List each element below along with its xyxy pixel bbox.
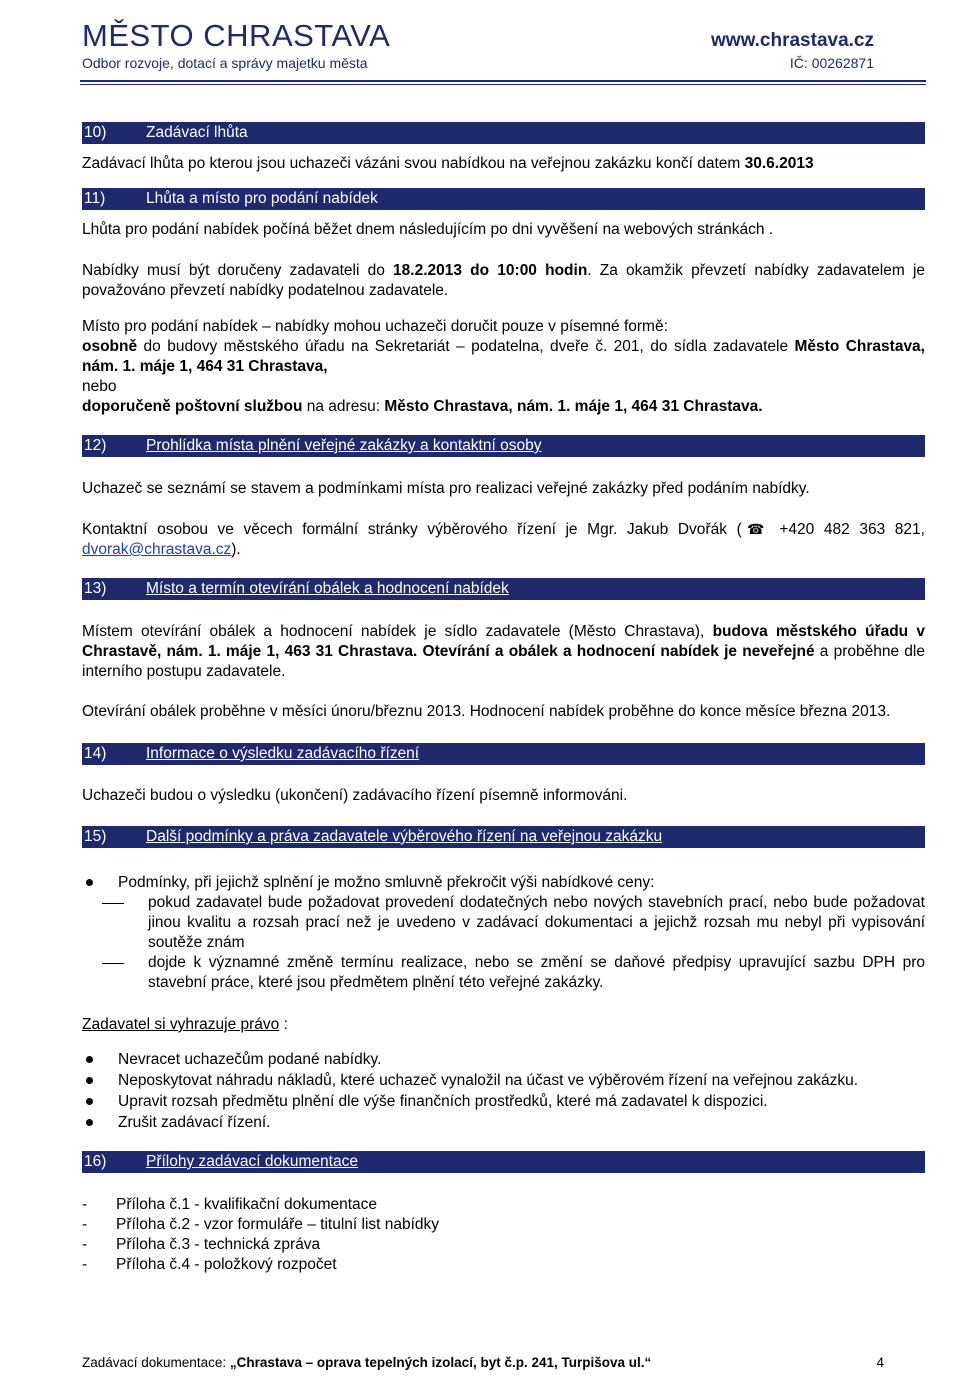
document-body xyxy=(82,122,925,1275)
section-11-deadline-text: Lhůta pro podání nabídek počíná běžet dnem následujícím po dni vyvěšení na webových stránkách . xyxy=(82,221,774,238)
section-10-heading: 10) Zadávací lhůta xyxy=(82,122,925,144)
attachments-list xyxy=(82,1195,925,1275)
department-subtitle: Odbor rozvoje, dotací a správy majetku města xyxy=(82,55,368,71)
section-15-rights xyxy=(82,1049,925,1133)
section-11-place: Místo pro podání nabídek – nabídky mohou uchazeči doručit pouze v písemné formě: osobně do budovy městského úřadu na Sekretariát – podatelna, dveře č. 201, do sídla zadavatele Město Chrastava, nám. 1. máje 1, 464 31 Chrastava, nebo doporučeně poštovní službou na adresu: Město Chrastava, nám. 1. máje 1, 464 31 Chrastava. xyxy=(82,318,925,415)
list-item: - Příloha č.1 - kvalifikační dokumentace xyxy=(82,1196,378,1213)
footer-title: „Chrastava – oprava tepelných izolací, byt č.p. 241, Turpišova ul.“ xyxy=(229,1355,652,1370)
list-item: - Příloha č.3 - technická zpráva xyxy=(82,1236,321,1253)
list-item: Podmínky, při jejichž splnění je možno smluvně překročit výši nabídkové ceny: pokud zadavatel bude požadovat provedení dodatečných nebo nových stavebních prací, nebo bude požadovat jinou kvalitu a rozsah prací než je uvedeno v zadávací dokumentaci a jejichž rozsah mu nebyl při vypisování soutěže znám dojde k významné změně termínu realizace, nebo se změní se daňové předpisy upravující sazbu DPH pro stavební práce, které jsou předmětem plnění této veřejné zakázky. xyxy=(82,872,925,993)
list-item: Upravit rozsah předmětu plnění dle výše finančních prostředků, které má zadavatel k dispozici. xyxy=(82,1091,925,1112)
section-11-heading: 11) Lhůta a místo pro podání nabídek xyxy=(82,188,925,210)
company-id: IČ: 00262871 xyxy=(789,55,874,71)
section-11-delivery-text: Nabídky musí být doručeny zadavateli do 18.2.2013 do 10:00 hodin. Za okamžik převzetí nabídky zadavatelem je považováno převzetí nabídky podatelnou zadavatele. xyxy=(82,262,926,299)
phone-icon: ☎ xyxy=(741,521,770,537)
list-item: - Příloha č.2 - vzor formuláře – titulní list nabídky xyxy=(82,1216,440,1233)
section-13-heading: 13) Místo a termín otevírání obálek a hodnocení nabídek xyxy=(82,578,925,600)
section-12-inspection-text: Uchazeč se seznámí se stavem a podmínkami místa pro realizaci veřejné zakázky před podáním nabídky. xyxy=(82,480,810,497)
list-item: pokud zadavatel bude požadovat provedení dodatečných nebo nových stavebních prací, nebo bude požadovat jinou kvalitu a rozsah prací než je uvedeno v zadávací dokumentaci a jejichž rozsah mu nebyl při vypisování soutěže znám xyxy=(82,893,925,953)
list-item: dojde k významné změně termínu realizace, nebo se změní se daňové předpisy upravující sazbu DPH pro stavební práce, které jsou předmětem plnění této veřejné zakázky. xyxy=(82,953,925,993)
section-13-place-text: Místem otevírání obálek a hodnocení nabídek je sídlo zadavatele (Město Chrastava), budova městského úřadu v Chrastavě, nám. 1. máje 1, 463 31 Chrastava. Otevírání a obálek a hodnocení nabídek je neveřejné a proběhne dle interního postupu zadavatele. xyxy=(82,623,925,680)
city-title: MĚSTO CHRASTAVA xyxy=(82,18,391,53)
section-14-heading: 14) Informace o výsledku zadávacího řízení xyxy=(82,743,925,765)
section-13-date-text: Otevírání obálek proběhne v měsíci únoru/březnu 2013. Hodnocení nabídek proběhne do konce měsíce března 2013. xyxy=(82,703,891,720)
page-footer xyxy=(82,1355,884,1370)
list-item: - Příloha č.4 - položkový rozpočet xyxy=(82,1256,337,1273)
section-12-heading: 12) Prohlídka místa plnění veřejné zakázky a kontaktní osoby xyxy=(82,435,925,457)
section-15-heading: 15) Další podmínky a práva zadavatele výběrového řízení na veřejnou zakázku xyxy=(82,826,925,848)
contact-email-link[interactable]: dvorak@chrastava.cz xyxy=(82,541,232,558)
header-rule xyxy=(80,80,926,82)
header-rule-thin xyxy=(80,84,926,85)
page-number: 4 xyxy=(876,1355,884,1370)
section-12-contact-text: Kontaktní osobou ve věcech formální stránky výběrového řízení je Mgr. Jakub Dvořák (☎ +420 482 363 821, dvorak@chrastava.cz). xyxy=(82,521,925,558)
list-item: Nevracet uchazečům podané nabídky. xyxy=(82,1049,925,1070)
section-16-heading: 16) Přílohy zadávací dokumentace xyxy=(82,1151,925,1173)
section-15-conditions xyxy=(82,872,925,993)
list-item: Zrušit zadávací řízení. xyxy=(82,1112,925,1133)
section-10-text: Zadávací lhůta po kterou jsou uchazeči vázáni svou nabídkou na veřejnou zakázku končí datem 30.6.2013 xyxy=(82,155,814,172)
list-item: Neposkytovat náhradu nákladů, které uchazeč vynaložil na účast ve výběrovém řízení na veřejnou zakázku. xyxy=(82,1070,925,1091)
section-14-text: Uchazeči budou o výsledku (ukončení) zadávacího řízení písemně informováni. xyxy=(82,787,628,804)
section-15-reserve-heading: Zadavatel si vyhrazuje právo : xyxy=(82,1016,288,1033)
footer-label: Zadávací dokumentace: xyxy=(82,1355,230,1370)
website-link[interactable]: www.chrastava.cz xyxy=(711,30,874,51)
